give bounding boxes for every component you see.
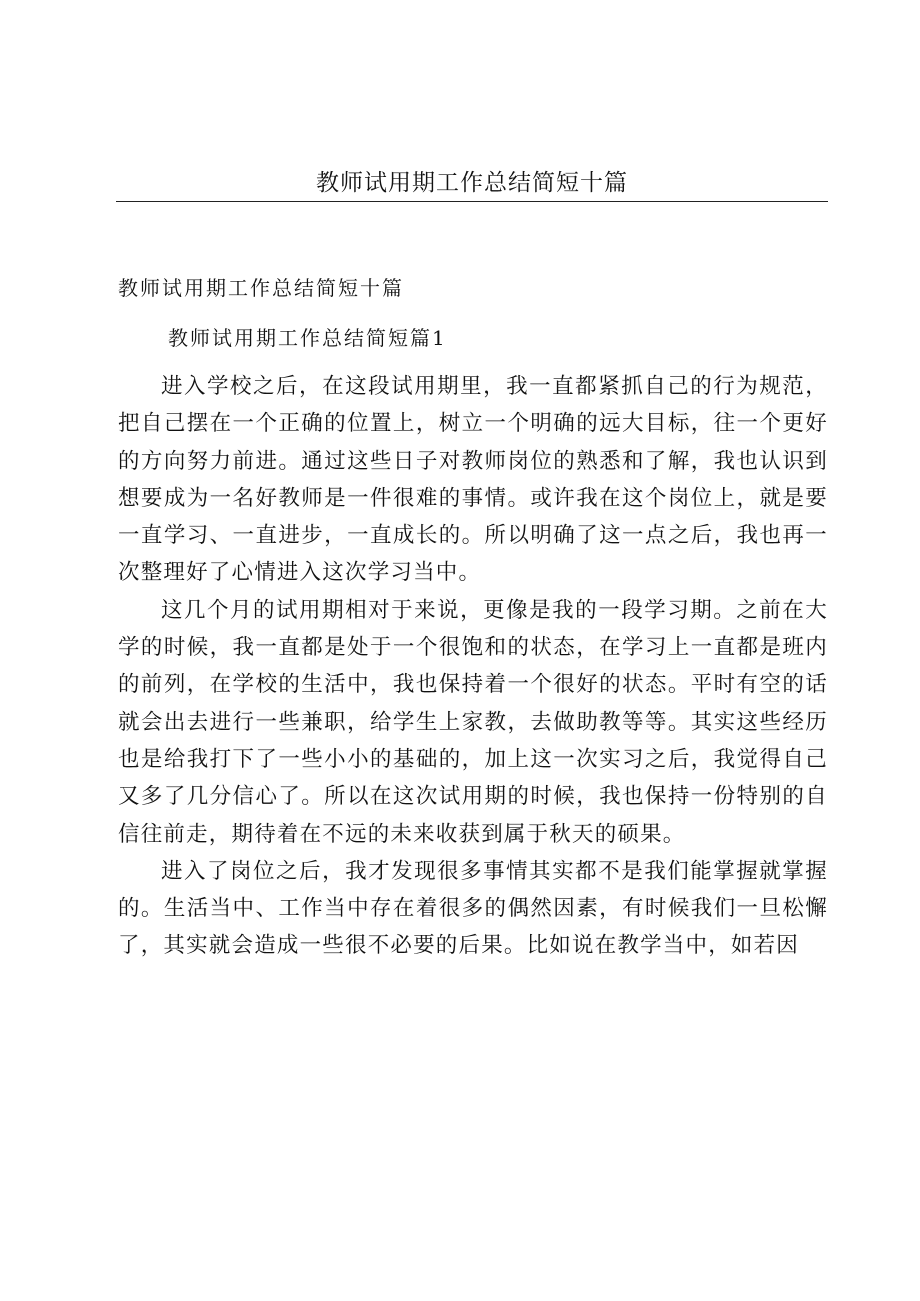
body-paragraph: 这几个月的试用期相对于来说，更像是我的一段学习期。之前在大学的时候，我一直都是处于一个很饱和的状态，在学习上一直都是班内的前列，在学校的生活中，我也保持着一个很好的状态。平时有空的话就会出去进行一些兼职，给学生上家教，去做助教等等。其实这些经历也是给我打下了一些小小的基础的，加上这一次实习之后，我觉得自己又多了几分信心了。所以在这次试用期的时候，我也保持一份特别的自信往前走，期待着在不远的未来收获到属于秋天的硕果。 — [118, 597, 828, 847]
body-paragraph: 进入了岗位之后，我才发现很多事情其实都不是我们能掌握就掌握的。生活当中、工作当中存在着很多的偶然因素，有时候我们一旦松懈了，其实就会造成一些很不必要的后果。比如说在教学当中，如若因 — [118, 858, 828, 959]
document-title: 教师试用期工作总结简短十篇 — [118, 276, 404, 300]
header-title: 教师试用期工作总结简短十篇 — [316, 170, 628, 196]
document-body — [118, 368, 828, 965]
section-heading: 教师试用期工作总结简短篇1 — [168, 326, 447, 350]
page-header — [116, 168, 828, 202]
body-paragraph: 进入学校之后，在这段试用期里，我一直都紧抓自己的行为规范，把自己摆在一个正确的位置上，树立一个明确的远大目标，往一个更好的方向努力前进。通过这些日子对教师岗位的熟悉和了解，我也认识到想要成为一名好教师是一件很难的事情。或许我在这个岗位上，就是要一直学习、一直进步，一直成长的。所以明确了这一点之后，我也再一次整理好了心情进入这次学习当中。 — [118, 374, 828, 586]
